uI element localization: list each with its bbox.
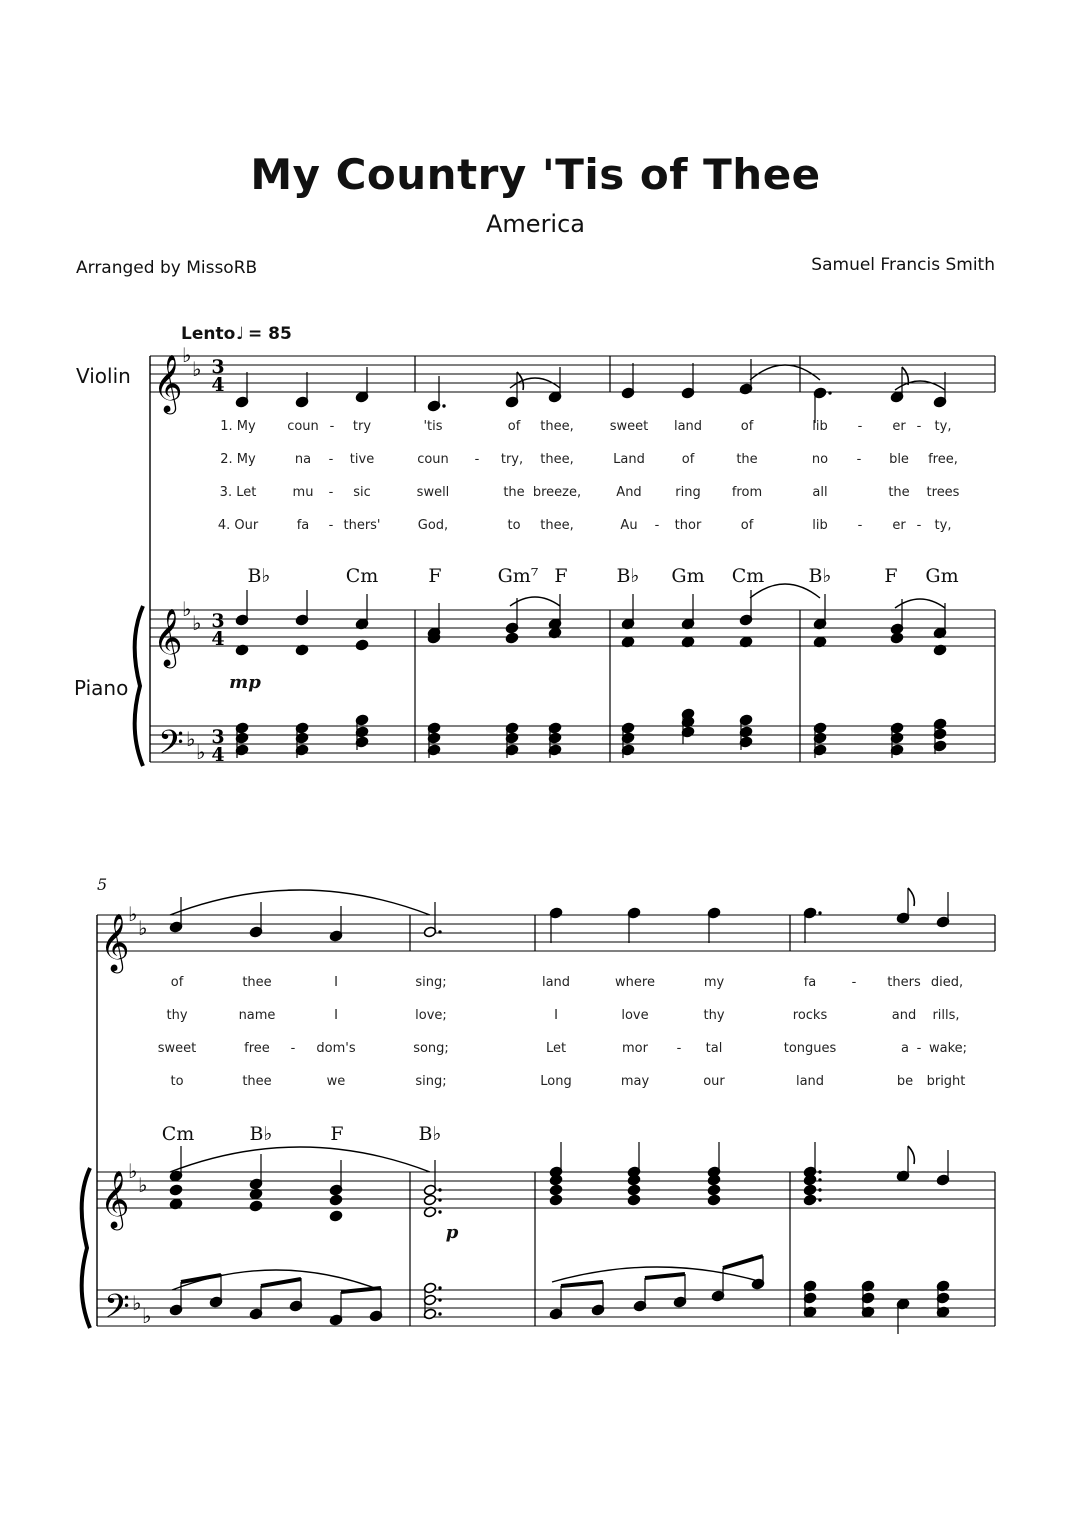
- treble-clef-icon: 𝄞: [153, 354, 183, 412]
- lyric-syllable: rocks: [792, 1008, 828, 1023]
- note: [803, 1142, 821, 1178]
- bass-clef-icon: 𝄢: [104, 1288, 130, 1334]
- chord-symbol: B♭: [249, 1123, 273, 1145]
- note: [627, 1184, 640, 1196]
- lyric-syllable: 3. Let: [219, 485, 257, 500]
- time-signature-denominator: 4: [211, 628, 225, 650]
- lyric-syllable: sweet: [609, 419, 649, 434]
- note-head: [627, 1184, 640, 1196]
- note: [295, 372, 308, 408]
- bass-clef-icon: 𝄢: [158, 724, 184, 770]
- lyric-syllable: song;: [413, 1041, 449, 1056]
- lyric-syllable: thee: [242, 975, 272, 990]
- note: [627, 1142, 640, 1178]
- note: [813, 387, 831, 423]
- lyric-syllable: coun: [417, 452, 449, 467]
- lyric-syllable: sing;: [415, 1074, 447, 1089]
- lyric-syllable: 1. My: [220, 419, 256, 434]
- chord-symbol: F: [554, 565, 568, 587]
- lyric-syllable: wake;: [928, 1041, 968, 1056]
- lyric-syllable: to: [507, 518, 521, 533]
- chord-symbol: F: [428, 565, 442, 587]
- lyric-syllable: all: [812, 485, 828, 500]
- note: [355, 594, 368, 630]
- dot: [438, 1286, 441, 1289]
- note: [549, 1286, 562, 1320]
- lyric-syllable: try: [352, 419, 372, 434]
- slur: [552, 1267, 762, 1282]
- lyric-syllable: lib: [812, 419, 828, 434]
- dynamic-p: p: [445, 1222, 459, 1243]
- note: [896, 1146, 914, 1182]
- lyric-syllable: and: [891, 1008, 917, 1023]
- flat-icon: ♭: [192, 611, 202, 635]
- lyric-syllable: sweet: [157, 1041, 197, 1056]
- lyric-syllable: of: [170, 975, 184, 990]
- measure-number: 5: [97, 875, 108, 894]
- note: [423, 1294, 441, 1306]
- lyric-syllable: swell: [416, 485, 450, 500]
- flat-icon: ♭: [128, 902, 138, 926]
- lyric-syllable: -: [856, 452, 862, 467]
- lyric-syllable: free: [244, 1041, 270, 1056]
- time-signature-numerator: 3: [211, 610, 225, 632]
- time-signature-numerator: 3: [211, 726, 225, 748]
- note-head: [627, 1194, 640, 1206]
- lyric-syllable: thor: [674, 518, 702, 533]
- tempo-label: Lento: [181, 324, 236, 344]
- note: [427, 376, 445, 412]
- lyric-syllable: thee,: [540, 452, 574, 467]
- flat-icon: ♭: [186, 727, 196, 751]
- dynamic-mp: mp: [229, 672, 261, 693]
- note: [707, 907, 720, 943]
- note: [423, 902, 441, 938]
- lyric-syllable: 'tis: [423, 419, 443, 434]
- note: [627, 907, 640, 943]
- lyric-syllable: where: [615, 975, 655, 990]
- note: [289, 1278, 302, 1312]
- piano-brace: [82, 1168, 90, 1328]
- lyric-syllable: thy: [166, 1008, 188, 1023]
- note: [896, 1298, 909, 1334]
- lyric-syllable: -: [916, 1041, 922, 1056]
- lyric-syllable: land: [795, 1074, 825, 1089]
- note: [621, 363, 634, 399]
- note-flag: [908, 1146, 914, 1164]
- note: [549, 1142, 562, 1178]
- lyric-syllable: -: [851, 975, 857, 990]
- piano-bass-staff-2: [97, 1290, 995, 1326]
- note: [936, 892, 949, 928]
- chord-symbol: Cm: [345, 565, 379, 587]
- flat-icon: ♭: [128, 1159, 138, 1183]
- dot: [818, 1188, 821, 1191]
- lyric-syllable: ty,: [934, 518, 952, 533]
- lyric-syllable: our: [703, 1074, 725, 1089]
- chord-symbol: Gm⁷: [497, 565, 539, 587]
- note: [707, 1194, 720, 1206]
- piano-instrument-label: Piano: [74, 676, 129, 700]
- chord-symbol: F: [330, 1123, 344, 1145]
- note: [235, 372, 248, 408]
- lyric-syllable: land: [673, 419, 703, 434]
- violin-instrument-label: Violin: [76, 364, 131, 388]
- slur: [172, 1270, 380, 1290]
- lyric-syllable: land: [541, 975, 571, 990]
- lyric-syllable: 2. My: [220, 452, 256, 467]
- treble-clef-icon: 𝄞: [100, 1170, 130, 1228]
- note: [681, 594, 694, 630]
- note: [633, 1278, 646, 1312]
- piano-treble-staff: [150, 610, 995, 646]
- lyric-syllable: -: [676, 1041, 682, 1056]
- note: [249, 1286, 262, 1320]
- lyric-syllable: fa: [296, 518, 310, 533]
- lyric-syllable: to: [170, 1074, 184, 1089]
- lyric-syllable: a: [901, 1041, 909, 1056]
- flat-icon: ♭: [192, 357, 202, 381]
- lyric-syllable: the: [503, 485, 525, 500]
- lyric-syllable: name: [238, 1008, 276, 1023]
- piano-treble-staff-2: [97, 1172, 995, 1208]
- chord-symbol: B♭: [616, 565, 640, 587]
- note-head: [423, 1194, 436, 1206]
- treble-clef-icon: 𝄞: [100, 913, 130, 971]
- chord-symbol: B♭: [418, 1123, 442, 1145]
- lyric-syllable: ring: [675, 485, 701, 500]
- time-signature-denominator: 4: [211, 374, 225, 396]
- flat-icon: ♭: [142, 1304, 152, 1328]
- tempo-bpm: = 85: [248, 324, 292, 344]
- lyric-syllable: tal: [705, 1041, 723, 1056]
- note-head: [549, 1194, 562, 1206]
- lyric-syllable: my: [703, 975, 725, 990]
- note: [249, 1200, 262, 1212]
- beam: [723, 1256, 763, 1268]
- lyric-syllable: -: [328, 485, 334, 500]
- flat-icon: ♭: [182, 343, 192, 367]
- lyric-syllable: thee: [242, 1074, 272, 1089]
- piano-brace: [135, 606, 143, 766]
- lyric-syllable: -: [916, 419, 922, 434]
- lyric-syllable: no: [811, 452, 829, 467]
- arranger-credit: Arranged by MissoRB: [76, 258, 258, 278]
- lyric-syllable: -: [916, 518, 922, 533]
- note: [169, 1146, 182, 1182]
- lyric-syllable: fa: [803, 975, 817, 990]
- note: [423, 1194, 441, 1206]
- note-head: [169, 1184, 182, 1196]
- lyric-syllable: sic: [353, 485, 371, 500]
- chord-symbol: Cm: [161, 1123, 195, 1145]
- score-title: My Country 'Tis of Thee: [250, 150, 821, 199]
- note-head: [803, 1184, 816, 1196]
- note: [739, 590, 752, 626]
- note: [803, 907, 821, 943]
- lyric-syllable: na: [294, 452, 312, 467]
- quarter-note-icon: ♩: [236, 324, 245, 344]
- lyric-syllable: ble: [889, 452, 909, 467]
- note: [355, 639, 368, 651]
- dot: [438, 1198, 441, 1201]
- lyric-syllable: tive: [349, 452, 375, 467]
- note-head: [329, 1210, 342, 1222]
- flat-icon: ♭: [196, 740, 206, 764]
- lyric-syllable: trees: [926, 485, 960, 500]
- lyric-syllable: thers: [887, 975, 921, 990]
- note: [549, 907, 562, 943]
- lyric-syllable: the: [888, 485, 910, 500]
- lyric-syllable: mor: [622, 1041, 648, 1056]
- composer-credit: Samuel Francis Smith: [811, 255, 995, 275]
- note: [329, 1210, 342, 1222]
- lyric-syllable: thy: [703, 1008, 725, 1023]
- lyric-syllable: Let: [545, 1041, 567, 1056]
- chord-symbol: Gm: [925, 565, 959, 587]
- lyric-syllable: bright: [926, 1074, 966, 1089]
- dot: [438, 1210, 441, 1213]
- note: [505, 632, 518, 644]
- note: [329, 1194, 342, 1206]
- note: [369, 1288, 382, 1322]
- lyric-syllable: breeze,: [532, 485, 582, 500]
- slur: [750, 365, 820, 380]
- note: [627, 1194, 640, 1206]
- lyric-syllable: lib: [812, 518, 828, 533]
- lyric-syllable: of: [740, 518, 754, 533]
- note: [423, 1160, 441, 1196]
- lyric-syllable: -: [290, 1041, 296, 1056]
- flat-icon: ♭: [138, 916, 148, 940]
- note: [505, 372, 523, 408]
- dot: [442, 404, 445, 407]
- note-head: [355, 639, 368, 651]
- lyric-syllable: of: [740, 419, 754, 434]
- note: [505, 598, 518, 634]
- note: [707, 1142, 720, 1178]
- lyric-syllable: dom's: [316, 1041, 356, 1056]
- lyric-syllable: I: [334, 975, 338, 990]
- note: [549, 1194, 562, 1206]
- note-head: [707, 1194, 720, 1206]
- lyric-syllable: sing;: [415, 975, 447, 990]
- slur: [170, 890, 430, 915]
- score-subtitle: America: [486, 210, 585, 238]
- note-head: [803, 1194, 816, 1206]
- note: [295, 590, 308, 626]
- lyric-syllable: love: [621, 1008, 649, 1023]
- lyric-syllable: mu: [292, 485, 314, 500]
- note: [751, 1256, 764, 1290]
- chord-symbol: B♭: [247, 565, 271, 587]
- note-head: [249, 1200, 262, 1212]
- beam: [261, 1279, 301, 1286]
- note: [739, 359, 752, 395]
- note-flag: [908, 888, 914, 906]
- lyric-syllable: 4. Our: [217, 518, 259, 533]
- chord-symbol: Cm: [731, 565, 765, 587]
- lyric-syllable: be: [896, 1074, 914, 1089]
- note: [548, 594, 561, 630]
- note: [169, 1184, 182, 1196]
- lyric-syllable: we: [326, 1074, 346, 1089]
- dot: [818, 1198, 821, 1201]
- lyric-syllable: -: [328, 452, 334, 467]
- lyric-syllable: coun: [287, 419, 319, 434]
- lyric-syllable: rills,: [932, 1008, 960, 1023]
- note: [813, 594, 826, 630]
- dot: [438, 1312, 441, 1315]
- note: [803, 1194, 821, 1206]
- note: [329, 1292, 342, 1326]
- flat-icon: ♭: [132, 1291, 142, 1315]
- note: [235, 590, 248, 626]
- lyric-syllable: try,: [500, 452, 524, 467]
- note: [355, 367, 368, 403]
- lyric-syllable: Land: [613, 452, 645, 467]
- note: [423, 1308, 441, 1320]
- note: [890, 632, 903, 644]
- treble-clef-icon: 𝄞: [153, 608, 183, 666]
- lyric-syllable: died,: [930, 975, 964, 990]
- lyric-syllable: thee,: [540, 419, 574, 434]
- dot: [818, 1170, 821, 1173]
- lyric-syllable: I: [334, 1008, 338, 1023]
- lyric-syllable: of: [507, 419, 521, 434]
- note: [209, 1274, 222, 1308]
- lyric-syllable: of: [681, 452, 695, 467]
- note: [890, 367, 908, 403]
- dot: [818, 1178, 821, 1181]
- lyric-syllable: -: [474, 452, 480, 467]
- chord-symbol: Gm: [671, 565, 705, 587]
- dot: [818, 911, 821, 914]
- lyric-syllable: Long: [540, 1074, 572, 1089]
- lyric-syllable: -: [857, 518, 863, 533]
- lyric-syllable: love;: [415, 1008, 447, 1023]
- note: [329, 1160, 342, 1196]
- lyric-syllable: I: [554, 1008, 558, 1023]
- note: [707, 1184, 720, 1196]
- beam: [561, 1282, 603, 1286]
- piano-bass-staff: [150, 726, 995, 762]
- flat-icon: ♭: [138, 1173, 148, 1197]
- note: [681, 363, 694, 399]
- time-signature-denominator: 4: [211, 744, 225, 766]
- chord-symbol: F: [884, 565, 898, 587]
- dot: [438, 930, 441, 933]
- lyric-syllable: -: [654, 518, 660, 533]
- lyric-syllable: er: [892, 419, 906, 434]
- note: [621, 594, 634, 630]
- note-flag: [902, 367, 908, 385]
- note: [549, 1184, 562, 1196]
- note: [896, 888, 914, 924]
- dot: [828, 391, 831, 394]
- lyric-syllable: er: [892, 518, 906, 533]
- note-head: [707, 1184, 720, 1196]
- lyric-syllable: ty,: [934, 419, 952, 434]
- dot: [438, 1188, 441, 1191]
- note-head: [505, 632, 518, 644]
- note: [936, 1150, 949, 1186]
- note-head: [549, 1184, 562, 1196]
- lyric-syllable: Au: [620, 518, 638, 533]
- lyric-syllable: free,: [928, 452, 958, 467]
- note-head: [329, 1194, 342, 1206]
- chord-symbol: B♭: [808, 565, 832, 587]
- beam: [645, 1274, 685, 1278]
- time-signature-numerator: 3: [211, 356, 225, 378]
- lyric-syllable: -: [328, 518, 334, 533]
- lyric-syllable: And: [616, 485, 642, 500]
- lyric-syllable: may: [620, 1074, 650, 1089]
- lyric-syllable: the: [736, 452, 758, 467]
- note-head: [890, 632, 903, 644]
- lyric-syllable: tongues: [783, 1041, 837, 1056]
- lyric-syllable: God,: [417, 518, 449, 533]
- lyric-syllable: -: [329, 419, 335, 434]
- note: [249, 902, 262, 938]
- lyric-syllable: -: [857, 419, 863, 434]
- violin-staff-2: [97, 915, 995, 951]
- lyric-syllable: thee,: [540, 518, 574, 533]
- slur: [170, 1147, 430, 1172]
- note: [803, 1184, 821, 1196]
- lyric-syllable: from: [731, 485, 763, 500]
- violin-staff: [150, 356, 995, 392]
- dot: [438, 1298, 441, 1301]
- note: [673, 1274, 686, 1308]
- lyric-syllable: thers': [343, 518, 381, 533]
- flat-icon: ♭: [182, 597, 192, 621]
